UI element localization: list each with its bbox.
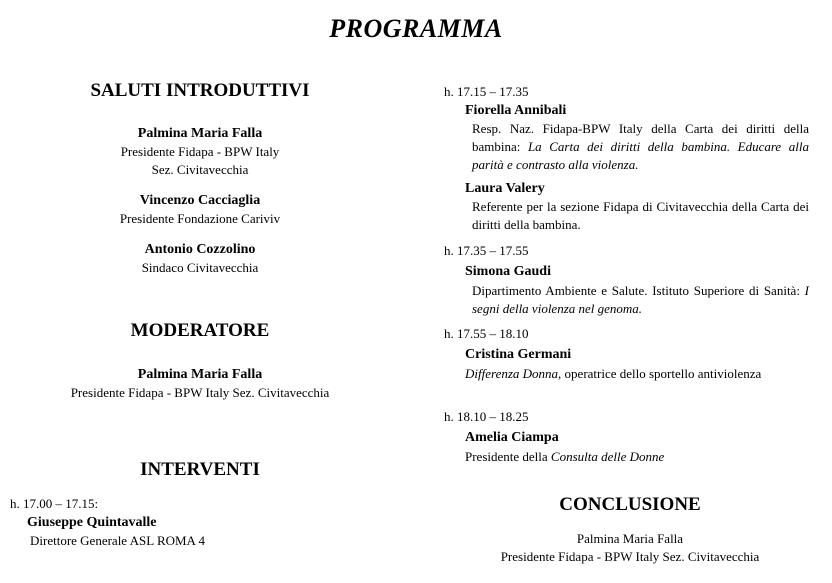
interventi-role: Direttore Generale ASL ROMA 4 — [30, 533, 205, 548]
person-role: Presidente Fidapa - BPW Italy Sez. Civitavecchia — [70, 385, 330, 400]
slot-time: h. 17.55 – 18.10 — [444, 326, 529, 341]
page-title: PROGRAMMA — [329, 14, 503, 43]
person-role: Presidente Fidapa - BPW Italy Sez. Civitavecchia — [500, 549, 760, 564]
saluti-heading: SALUTI INTRODUTTIVI — [90, 80, 310, 101]
speaker-name: Cristina Germani — [465, 347, 572, 362]
saluti-person-3 — [0, 241, 400, 277]
conclusione-person — [440, 530, 820, 566]
person-name: Palmina Maria Falla — [576, 531, 684, 546]
speaker-description: Resp. Naz. Fidapa-BPW Italy della Carta dei diritti della bambina: La Carta dei diritti della bambina. Educare alla parità e contrasto alla violenza. — [472, 121, 809, 172]
speaker-description: Presidente della Consulta delle Donne — [465, 449, 665, 464]
speaker-name: Amelia Ciampa — [465, 430, 559, 445]
moderatore-heading: MODERATORE — [130, 320, 270, 341]
saluti-person-2 — [0, 192, 400, 228]
slot-time: h. 18.10 – 18.25 — [444, 409, 529, 424]
person-name: Antonio Cozzolino — [144, 242, 256, 257]
person-name: Vincenzo Cacciaglia — [139, 193, 261, 208]
person-role: Presidente Fondazione Cariviv — [119, 211, 281, 226]
person-role: Sindaco Civitavecchia — [141, 260, 259, 275]
speaker-description: Differenza Donna, operatrice dello sportello antiviolenza — [465, 366, 762, 381]
conclusione-heading: CONCLUSIONE — [559, 494, 701, 515]
person-name: Palmina Maria Falla — [137, 367, 263, 382]
person-role: Presidente Fidapa - BPW Italy — [120, 144, 280, 159]
speaker-name: Simona Gaudi — [465, 264, 551, 279]
slot-time: h. 17.15 – 17.35 — [444, 84, 529, 99]
saluti-person-1 — [0, 125, 400, 179]
slot-time: h. 17.35 – 17.55 — [444, 243, 529, 258]
speaker-description: Referente per la sezione Fidapa di Civitavecchia della Carta dei diritti della bambina. — [472, 199, 809, 232]
interventi-name: Giuseppe Quintavalle — [27, 515, 157, 530]
speaker-description: Dipartimento Ambiente e Salute. Istituto Superiore di Sanità: I segni della violenza nel genoma. — [472, 283, 809, 316]
moderatore-person — [0, 366, 400, 402]
speaker-name: Fiorella Annibali — [465, 103, 567, 118]
person-role: Sez. Civitavecchia — [151, 162, 249, 177]
interventi-heading: INTERVENTI — [140, 459, 260, 480]
speaker-name: Laura Valery — [465, 181, 545, 196]
interventi-time: h. 17.00 – 17.15: — [10, 496, 99, 511]
person-name: Palmina Maria Falla — [137, 126, 263, 141]
